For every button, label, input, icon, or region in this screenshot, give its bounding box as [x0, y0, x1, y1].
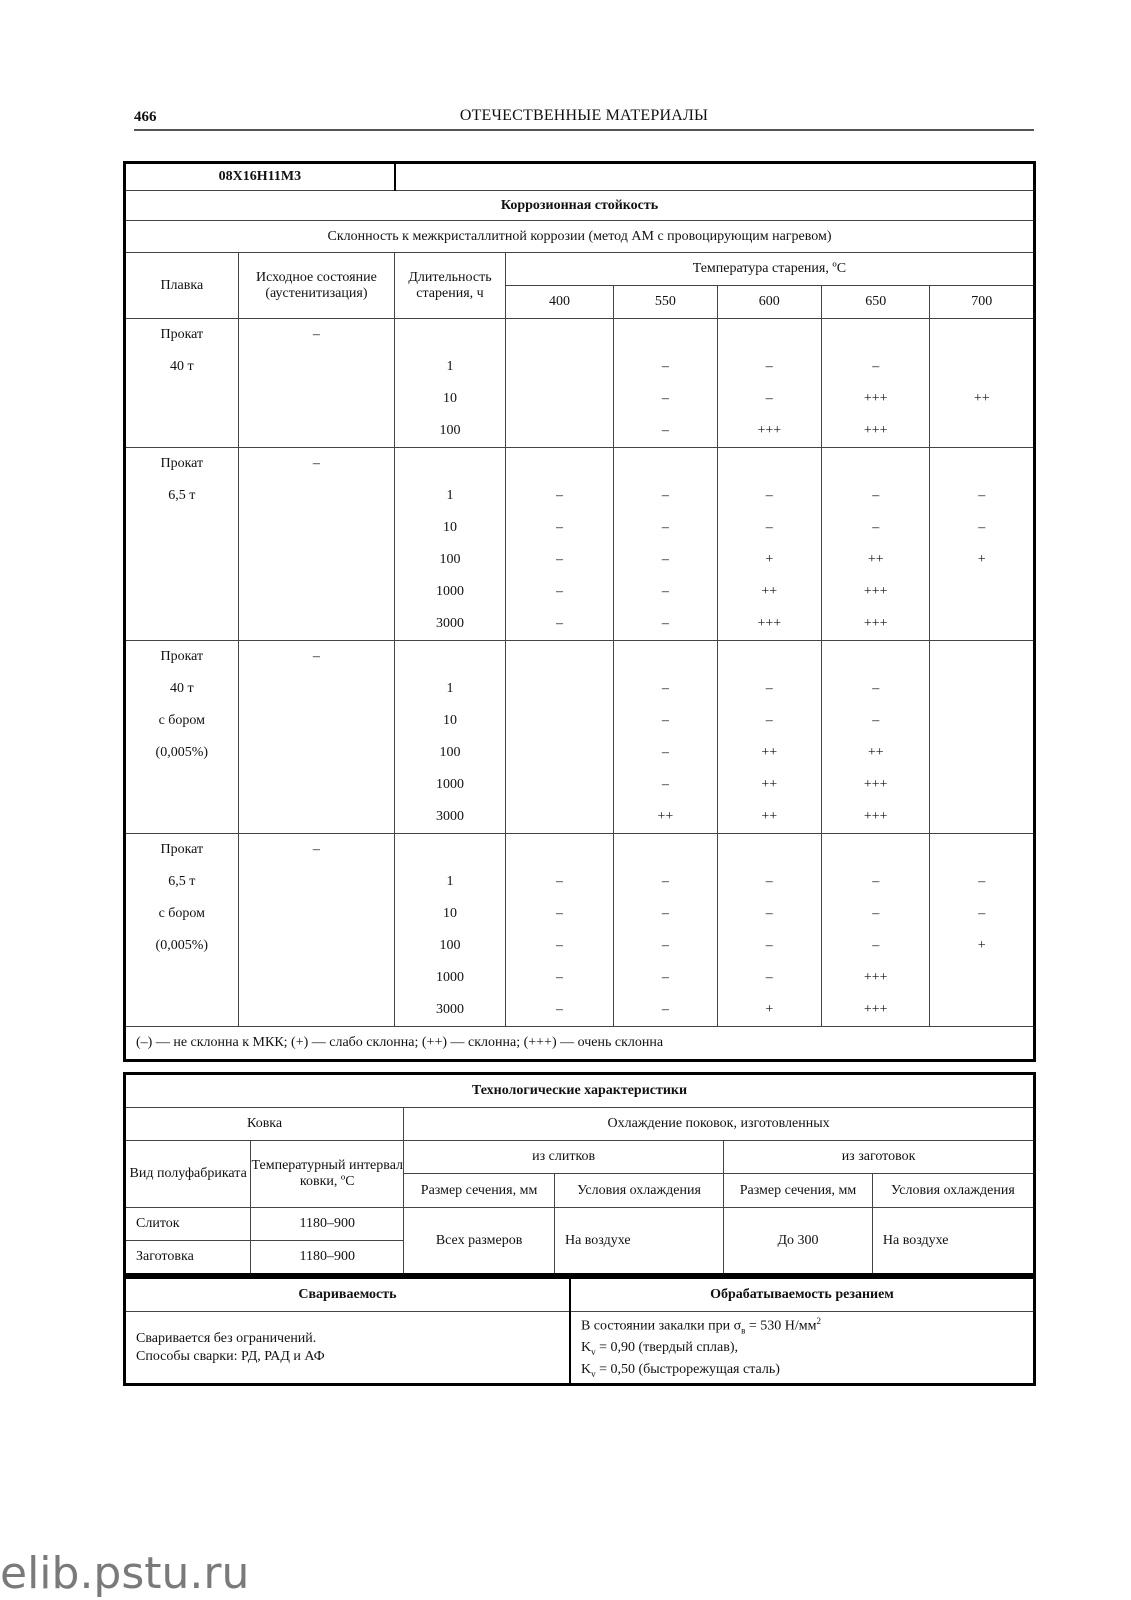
- temp-header-2: 600: [717, 286, 821, 319]
- duration-value: 1: [446, 681, 454, 696]
- value-col-550: [614, 641, 717, 834]
- mkk-value: ++: [761, 584, 778, 599]
- mkk-value: –: [765, 906, 773, 921]
- weldability-title: Свариваемость: [125, 1278, 570, 1312]
- col-temp-header: Температура старения, ºС: [505, 253, 1034, 286]
- mkk-value: –: [765, 970, 773, 985]
- value-col-600: [717, 319, 821, 448]
- corrosion-table: [123, 161, 1036, 1062]
- heat-line: Прокат: [160, 842, 204, 857]
- duration-value: 10: [442, 391, 457, 406]
- mkk-value: –: [661, 713, 669, 728]
- state-value: –: [312, 649, 320, 664]
- mkk-value: –: [555, 584, 563, 599]
- value-col-400: [505, 641, 613, 834]
- value-col-650: [822, 641, 930, 834]
- product-blank: Заготовка: [125, 1241, 251, 1275]
- mkk-value: [506, 383, 613, 415]
- forging-header: Ковка: [125, 1108, 404, 1141]
- heat-line: с бором: [158, 713, 206, 728]
- value-col-700: [930, 319, 1035, 448]
- mkk-value: –: [765, 488, 773, 503]
- mkk-value: –: [978, 520, 986, 535]
- temp-header-4: 700: [930, 286, 1035, 319]
- mkk-value: –: [661, 359, 669, 374]
- mkk-value: ++: [761, 809, 778, 824]
- mkk-value: ++: [973, 391, 990, 406]
- mkk-value: [930, 737, 1033, 769]
- duration-value: 10: [442, 520, 457, 535]
- page-header: [134, 103, 1034, 131]
- technology-table: [123, 1072, 1036, 1276]
- machinability-title: Обрабатываемость резанием: [570, 1278, 1035, 1312]
- heat-line: 6,5 т: [168, 488, 196, 503]
- mkk-value: –: [872, 681, 880, 696]
- corrosion-title: Коррозионная стойкость: [125, 191, 1035, 221]
- heat-line: 6,5 т: [168, 874, 196, 889]
- mkk-value: ++: [867, 745, 884, 760]
- technology-title: Технологические характеристики: [125, 1074, 1035, 1108]
- value-col-600: [717, 641, 821, 834]
- mkk-value: [506, 415, 613, 447]
- mkk-value: –: [661, 938, 669, 953]
- col-product-header: Вид полуфабриката: [125, 1141, 251, 1208]
- mkk-value: –: [661, 616, 669, 631]
- heat-cell: [125, 834, 239, 1027]
- weldability-text: [125, 1312, 570, 1385]
- mkk-value: [506, 801, 613, 833]
- temp-header-0: 400: [505, 286, 613, 319]
- mkk-value: –: [661, 488, 669, 503]
- grade-cell: 08Х16Н11М3: [125, 163, 395, 191]
- value-col-600: [717, 448, 821, 641]
- value-col-700: [930, 641, 1035, 834]
- mkk-value: –: [872, 906, 880, 921]
- mkk-value: –: [661, 681, 669, 696]
- duration-value: 10: [442, 906, 457, 921]
- mkk-value: ++: [867, 552, 884, 567]
- duration-value: 3000: [435, 809, 464, 824]
- mkk-value: –: [661, 391, 669, 406]
- mkk-value: –: [661, 745, 669, 760]
- corrosion-group-row: [125, 319, 1035, 448]
- col-state-header: Исходное состояние (аустенитизация): [238, 253, 395, 319]
- from-blanks-header: из заготовок: [724, 1141, 1035, 1174]
- duration-value: 100: [439, 938, 461, 953]
- mkk-value: –: [765, 938, 773, 953]
- mkk-value: –: [978, 488, 986, 503]
- heat-cell: [125, 319, 239, 448]
- mkk-value: +++: [757, 616, 782, 631]
- mkk-value: –: [765, 874, 773, 889]
- corrosion-group-row: [125, 834, 1035, 1027]
- mkk-value: –: [555, 616, 563, 631]
- col-duration-header: Длительность старения, ч: [395, 253, 506, 319]
- weld-machining-table: [123, 1276, 1036, 1386]
- corrosion-body: [125, 319, 1035, 1027]
- duration-value: 10: [442, 713, 457, 728]
- cooling-header: Охлаждение поковок, изготовленных: [404, 1108, 1035, 1141]
- blank-cooling-header: Условия охлаждения: [872, 1174, 1034, 1208]
- state-cell: [238, 319, 395, 448]
- duration-value: 3000: [435, 1002, 464, 1017]
- weldability-line-1: Сваривается без ограничений.: [136, 1330, 317, 1346]
- mkk-value: –: [555, 938, 563, 953]
- col-interval-header: Температурный интервал ковки, ºС: [251, 1141, 404, 1208]
- mkk-value: –: [765, 713, 773, 728]
- mkk-value: [930, 673, 1033, 705]
- mkk-value: –: [661, 552, 669, 567]
- value-col-400: [505, 319, 613, 448]
- duration-value: 1: [446, 488, 454, 503]
- watermark: elib.pstu.ru: [0, 1548, 250, 1599]
- mkk-value: +++: [863, 1002, 888, 1017]
- heat-cell: [125, 641, 239, 834]
- mkk-value: +: [765, 552, 774, 567]
- mkk-value: –: [872, 713, 880, 728]
- product-ingot: Слиток: [125, 1208, 251, 1241]
- mkk-value: [506, 351, 613, 383]
- mkk-value: –: [661, 777, 669, 792]
- duration-cell: [395, 641, 506, 834]
- blank-size-header: Размер сечения, мм: [724, 1174, 873, 1208]
- heat-line: (0,005%): [155, 745, 209, 760]
- duration-value: 1000: [435, 970, 464, 985]
- mkk-value: –: [978, 906, 986, 921]
- mkk-value: [930, 705, 1033, 737]
- page-number: 466: [134, 109, 157, 125]
- mkk-value: +: [977, 938, 986, 953]
- ingot-size-value: Всех размеров: [404, 1208, 555, 1275]
- mkk-value: [930, 351, 1033, 383]
- corrosion-subtitle: Склонность к межкристаллитной коррозии (метод АМ с провоцирующим нагревом): [125, 221, 1035, 253]
- mkk-value: +++: [863, 584, 888, 599]
- heat-line: 40 т: [169, 359, 194, 374]
- duration-cell: [395, 319, 506, 448]
- heat-line: с бором: [158, 906, 206, 921]
- duration-value: 100: [439, 423, 461, 438]
- machinability-line-3: $K_v = 0,50$ (быстрорежущая сталь): [580, 1362, 780, 1380]
- running-title: ОТЕЧЕСТВЕННЫЕ МАТЕРИАЛЫ: [459, 107, 709, 124]
- mkk-value: –: [872, 488, 880, 503]
- blank-size-value: До 300: [724, 1208, 873, 1275]
- corrosion-group-row: [125, 448, 1035, 641]
- value-col-700: [930, 448, 1035, 641]
- value-col-700: [930, 834, 1035, 1027]
- mkk-value: +++: [863, 970, 888, 985]
- mkk-value: [506, 705, 613, 737]
- duration-value: 3000: [435, 616, 464, 631]
- mkk-value: –: [661, 520, 669, 535]
- interval-blank: 1180–900: [251, 1241, 404, 1275]
- mkk-value: –: [661, 970, 669, 985]
- col-heat-header: Плавка: [125, 253, 239, 319]
- state-cell: [238, 834, 395, 1027]
- duration-cell: [395, 834, 506, 1027]
- mkk-value: –: [872, 520, 880, 535]
- mkk-value: –: [555, 1002, 563, 1017]
- temp-header-3: 650: [822, 286, 930, 319]
- value-col-600: [717, 834, 821, 1027]
- machinability-text: [570, 1312, 1035, 1385]
- ingot-cooling-header: Условия охлаждения: [554, 1174, 723, 1208]
- duration-value: 1: [446, 359, 454, 374]
- state-value: –: [312, 842, 320, 857]
- mkk-value: –: [661, 1002, 669, 1017]
- duration-cell: [395, 448, 506, 641]
- mkk-value: [930, 608, 1033, 640]
- duration-value: 1000: [435, 777, 464, 792]
- mkk-value: –: [765, 391, 773, 406]
- mkk-value: –: [765, 681, 773, 696]
- state-value: –: [312, 456, 320, 471]
- value-col-650: [822, 448, 930, 641]
- mkk-value: –: [661, 874, 669, 889]
- mkk-value: –: [555, 488, 563, 503]
- mkk-value: –: [872, 874, 880, 889]
- mkk-value: ++: [761, 777, 778, 792]
- duration-value: 1000: [435, 584, 464, 599]
- value-col-550: [614, 834, 717, 1027]
- interval-ingot: 1180–900: [251, 1208, 404, 1241]
- value-col-550: [614, 448, 717, 641]
- machinability-line-2: $K_v = 0,90$ (твердый сплав),: [580, 1340, 739, 1358]
- value-col-650: [822, 319, 930, 448]
- mkk-value: –: [765, 520, 773, 535]
- value-col-550: [614, 319, 717, 448]
- corrosion-group-row: [125, 641, 1035, 834]
- mkk-value: –: [555, 552, 563, 567]
- blank-cooling-value: На воздухе: [872, 1208, 1034, 1275]
- value-col-400: [505, 448, 613, 641]
- grade-empty-cell: [395, 163, 1035, 191]
- mkk-value: [930, 576, 1033, 608]
- corrosion-legend: (–) — не склонна к МКК; (+) — слабо склонна; (++) — склонна; (+++) — очень склонна: [125, 1027, 1035, 1061]
- mkk-value: [506, 769, 613, 801]
- duration-value: 1: [446, 874, 454, 889]
- from-ingots-header: из слитков: [404, 1141, 724, 1174]
- mkk-value: +++: [863, 616, 888, 631]
- mkk-value: –: [661, 584, 669, 599]
- mkk-value: –: [555, 520, 563, 535]
- mkk-value: [930, 962, 1033, 994]
- heat-line: (0,005%): [155, 938, 209, 953]
- mkk-value: –: [661, 423, 669, 438]
- mkk-value: –: [872, 359, 880, 374]
- duration-value: 100: [439, 745, 461, 760]
- mkk-value: [930, 769, 1033, 801]
- mkk-value: [930, 801, 1033, 833]
- state-cell: [238, 641, 395, 834]
- mkk-value: –: [661, 906, 669, 921]
- mkk-value: ++: [657, 809, 674, 824]
- heat-line: Прокат: [160, 456, 204, 471]
- mkk-value: –: [765, 359, 773, 374]
- heat-line: Прокат: [160, 327, 204, 342]
- mkk-value: –: [555, 970, 563, 985]
- mkk-value: [930, 415, 1033, 447]
- weldability-line-2: Способы сварки: РД, РАД и АФ: [136, 1348, 325, 1364]
- ingot-cooling-value: На воздухе: [554, 1208, 723, 1275]
- mkk-value: ++: [761, 745, 778, 760]
- mkk-value: [930, 994, 1033, 1026]
- mkk-value: +++: [863, 777, 888, 792]
- heat-line: Прокат: [160, 649, 204, 664]
- mkk-value: +++: [757, 423, 782, 438]
- mkk-value: [506, 673, 613, 705]
- mkk-value: +++: [863, 391, 888, 406]
- mkk-value: [506, 737, 613, 769]
- mkk-value: +++: [863, 809, 888, 824]
- mkk-value: +: [765, 1002, 774, 1017]
- mkk-value: +++: [863, 423, 888, 438]
- temp-header-1: 550: [614, 286, 717, 319]
- heat-cell: [125, 448, 239, 641]
- value-col-400: [505, 834, 613, 1027]
- machinability-line-1: В состоянии закалки при $\sigma_в = 530$ $Н/мм^2$: [580, 1316, 822, 1336]
- mkk-value: –: [978, 874, 986, 889]
- ingot-size-header: Размер сечения, мм: [404, 1174, 555, 1208]
- heat-line: 40 т: [169, 681, 194, 696]
- state-cell: [238, 448, 395, 641]
- state-value: –: [312, 327, 320, 342]
- mkk-value: –: [555, 906, 563, 921]
- mkk-value: –: [872, 938, 880, 953]
- duration-value: 100: [439, 552, 461, 567]
- value-col-650: [822, 834, 930, 1027]
- mkk-value: +: [977, 552, 986, 567]
- mkk-value: –: [555, 874, 563, 889]
